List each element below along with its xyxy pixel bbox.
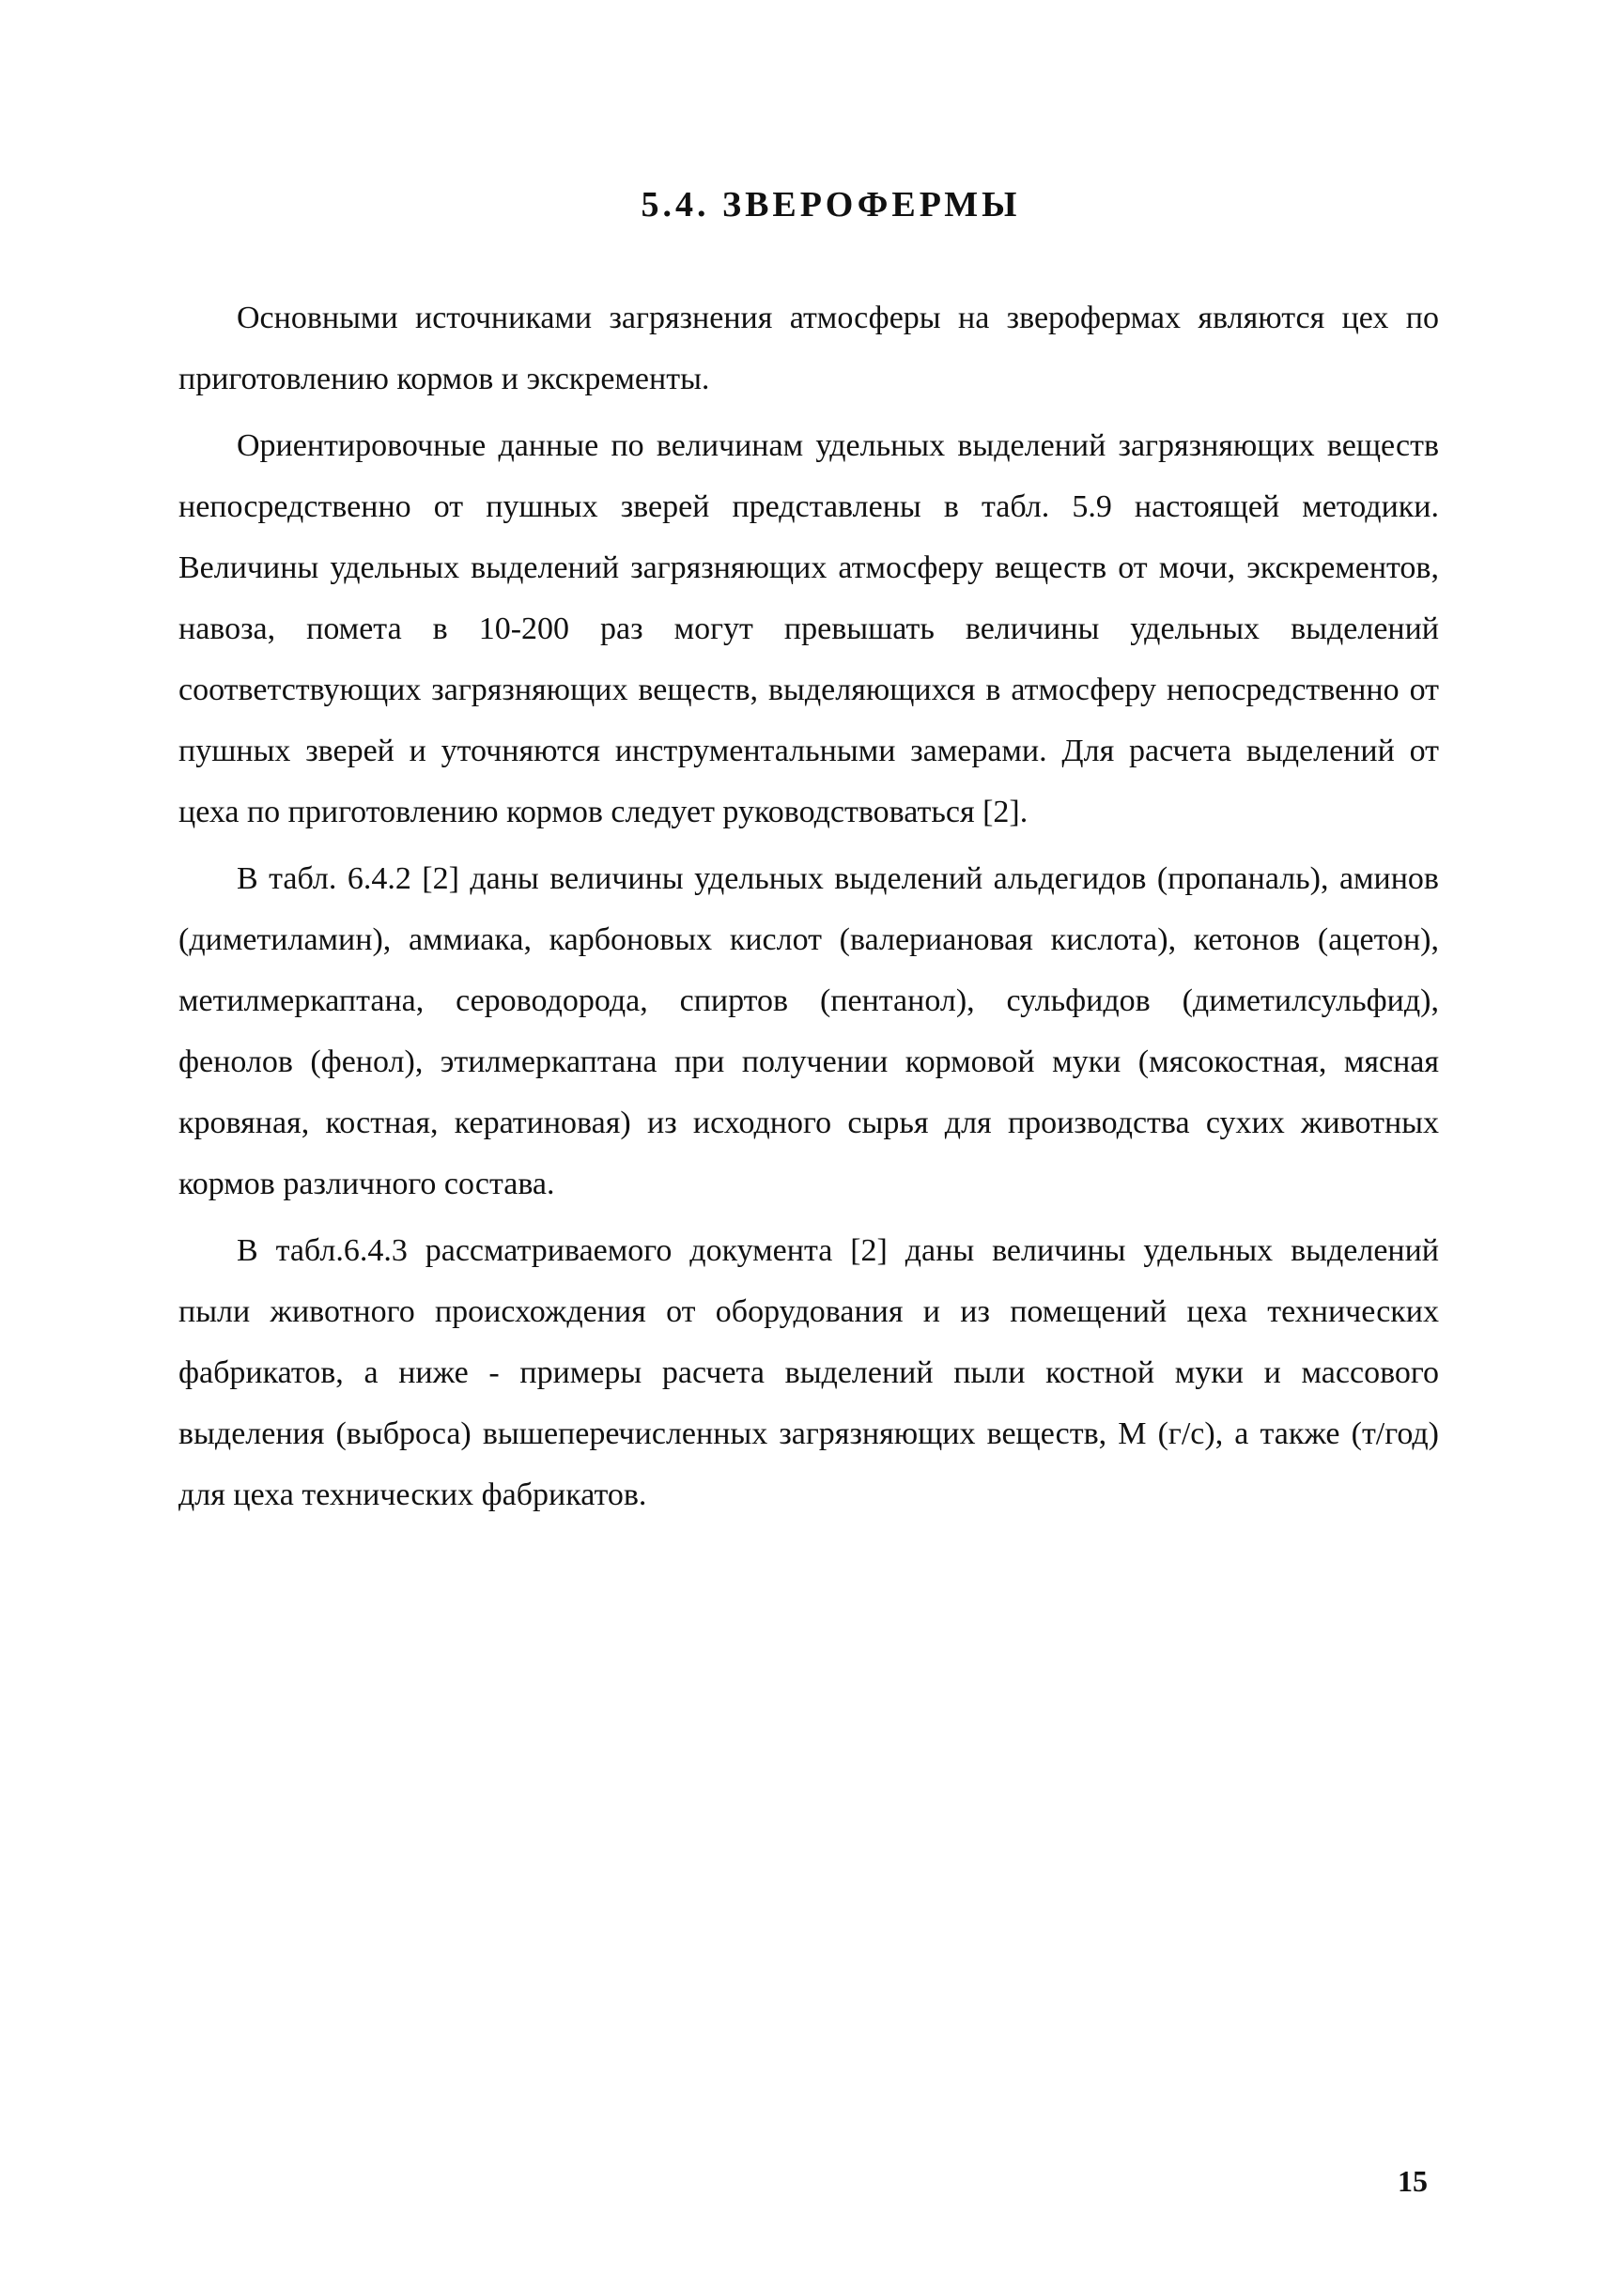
paragraph: Основными источниками загрязнения атмосферы на зверофермах являются цех по приготовлению кормов и экскременты. bbox=[178, 301, 1439, 396]
body-text bbox=[178, 287, 1439, 1531]
page-number: 15 bbox=[1398, 2164, 1428, 2198]
paragraph: Ориентировочные данные по величинам удельных выделений загрязняющих веществ непосредственно от пушных зверей представлены в табл. 5.9 настоящей методики. Величины удельных выделений загрязняющих атмосферу веществ от мочи, экскрементов, навоза, помета в 10-200 раз могут превышать величины удельных выделений соответствующих загрязняющих веществ, выделяющихся в атмосферу непосредственно от пушных зверей и уточняются инструментальными замерами. Для расчета выделений от цеха по приготовлению кормов следует руководствоваться [2]. bbox=[178, 428, 1439, 829]
section-heading: 5.4. ЗВЕРОФЕРМЫ bbox=[641, 185, 1021, 224]
paragraph: В табл.6.4.3 рассматриваемого документа [2] даны величины удельных выделений пыли животного происхождения от оборудования и из помещений цеха технических фабрикатов, а ниже - примеры расчета выделений пыли костной муки и массового выделения (выброса) вышеперечисленных загрязняющих веществ, М (г/с), а также (т/год) для цеха технических фабрикатов. bbox=[178, 1233, 1439, 1512]
paragraph: В табл. 6.4.2 [2] даны величины удельных выделений альдегидов (пропаналь), аминов (диметиламин), аммиака, карбоновых кислот (валериановая кислота), кетонов (ацетон), метилмеркаптана, сероводорода, спиртов (пентанол), сульфидов (диметилсульфид), фенолов (фенол), этилмеркаптана при получении кормовой муки (мясокостная, мясная кровяная, костная, кератиновая) из исходного сырья для производства сухих животных кормов различного состава. bbox=[178, 861, 1439, 1201]
